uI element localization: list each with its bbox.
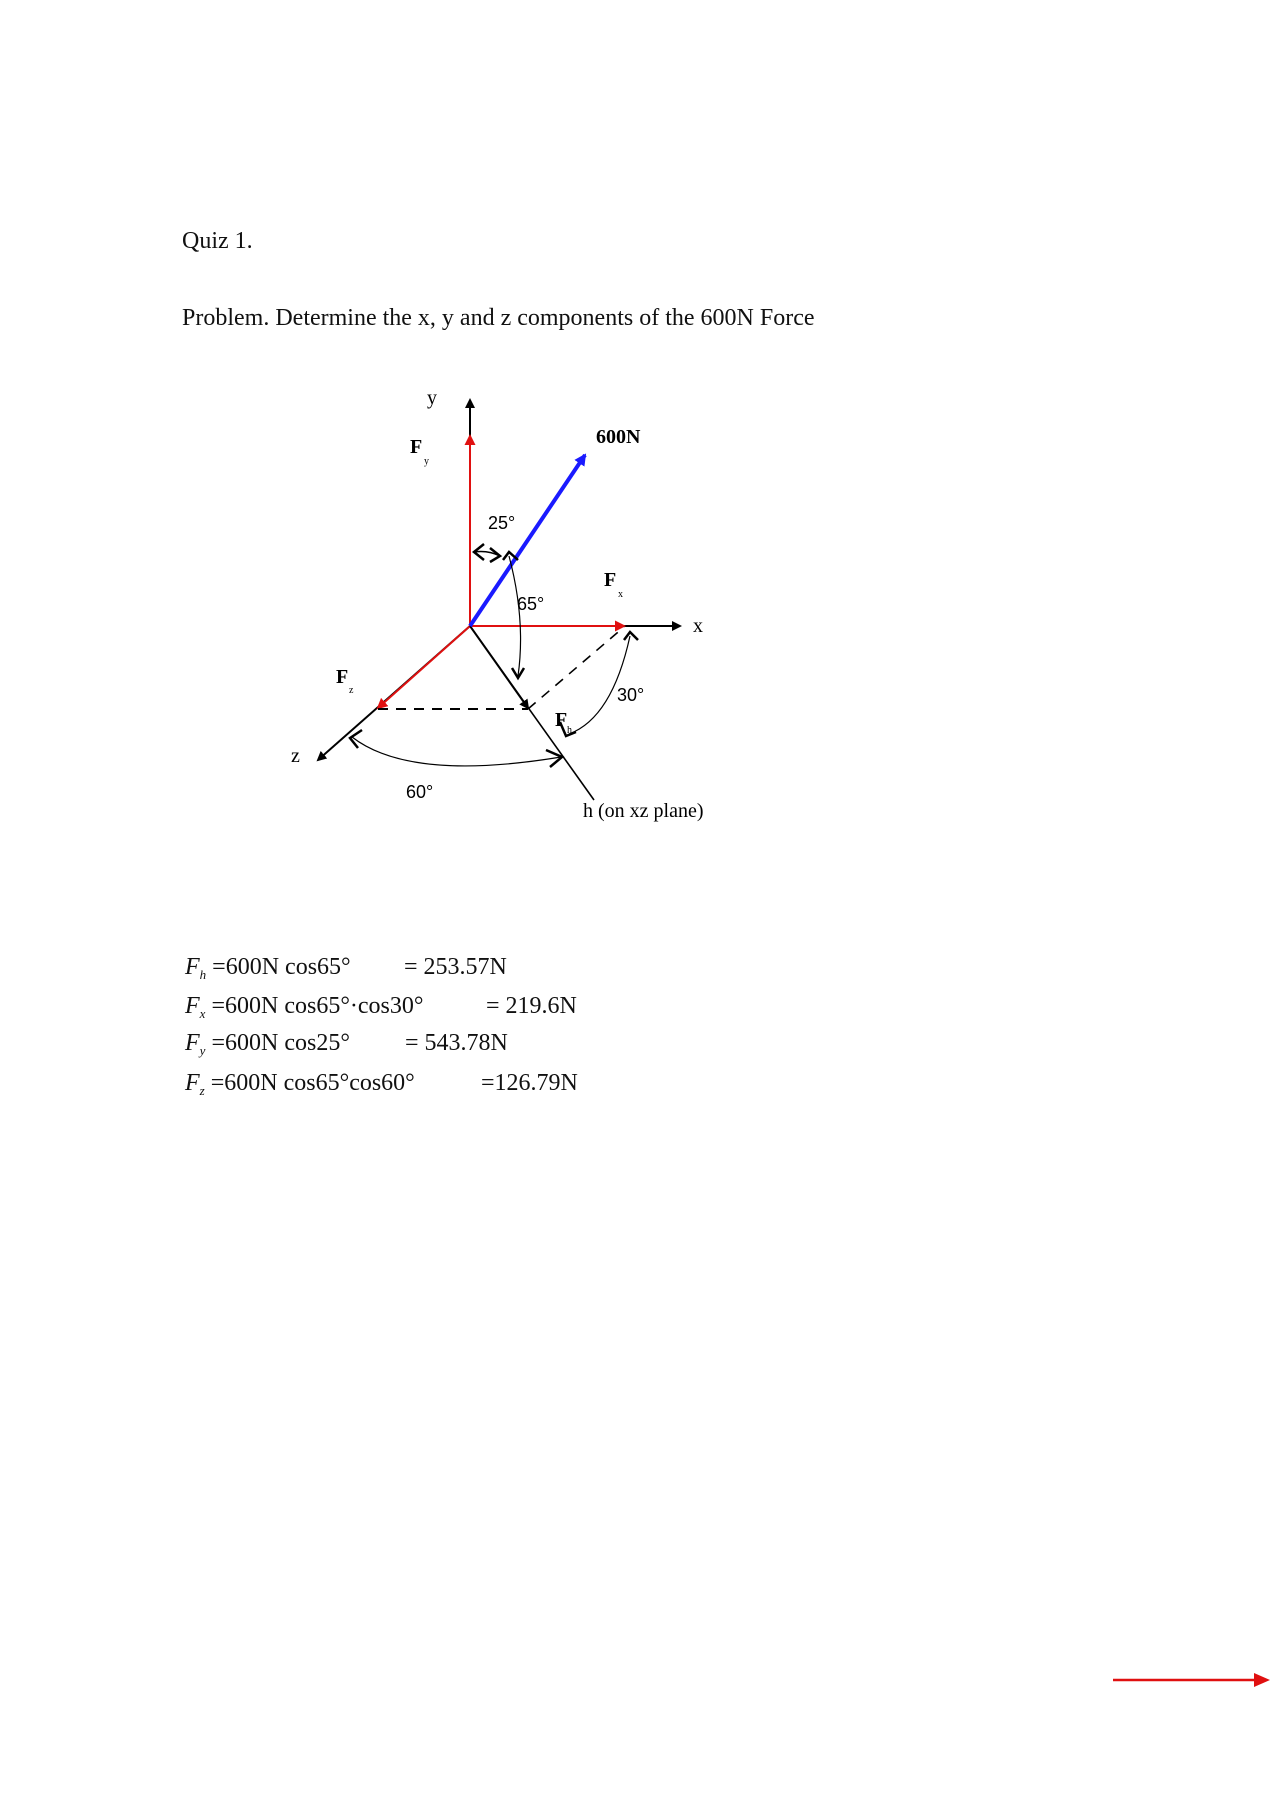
axis-label-y: y [427,387,437,409]
fx-subscript: x [618,589,623,600]
equation-fx-result: = 219.6N [486,993,577,1019]
fz-subscript: z [349,685,354,696]
equation-fh-rhs: =600N cos65° [212,954,351,980]
axis-label-h: h (on xz plane) [583,800,704,822]
angle-label-30: 30° [617,685,645,705]
tick-30-top [624,632,638,640]
axis-label-z: z [291,745,300,767]
tick-25-right [490,548,500,562]
angle-label-60: 60° [406,782,434,802]
equation-fy-rhs: =600N cos25° [211,1030,350,1056]
quiz-title: Quiz 1. [182,228,253,254]
equation-fx-rhs: =600N cos65°·cos30° [211,993,424,1019]
fy-label: F [410,436,423,458]
fh-subscript: h [567,725,572,736]
equation-fh: $F_h =600N$ cos65° = 253.57N [185,954,507,982]
fz-vector [378,626,470,708]
fy-subscript: y [424,456,429,467]
equation-fy: $F_y =600N$ cos25° = 543.78N [185,1030,508,1058]
fz-label: F [336,666,349,688]
projection-dash-x [528,627,624,709]
angle-label-65: 65° [517,594,545,614]
problem-statement: Problem. Determine the x, y and z components of the 600N Force [182,305,815,331]
equation-fz: $F_z =600N$ cos65°cos60° =126.79N [185,1070,578,1098]
equation-fy-result: = 543.78N [405,1030,508,1056]
angle-label-25: 25° [488,513,516,533]
arc-65 [509,556,521,676]
equation-fz-rhs: =600N cos65°cos60° [210,1070,415,1096]
axis-label-x: x [693,615,703,637]
force-label: 600N [596,426,641,448]
fh-label: F [555,709,568,731]
fx-label: F [604,569,617,591]
arc-60 [352,737,561,766]
equation-fx: $F_x =600N$ cos65°·cos30° = 219.6N [185,993,577,1021]
equation-fz-result: =126.79N [481,1070,578,1096]
tick-60-left [350,730,362,748]
equation-fh-result: = 253.57N [404,954,507,980]
